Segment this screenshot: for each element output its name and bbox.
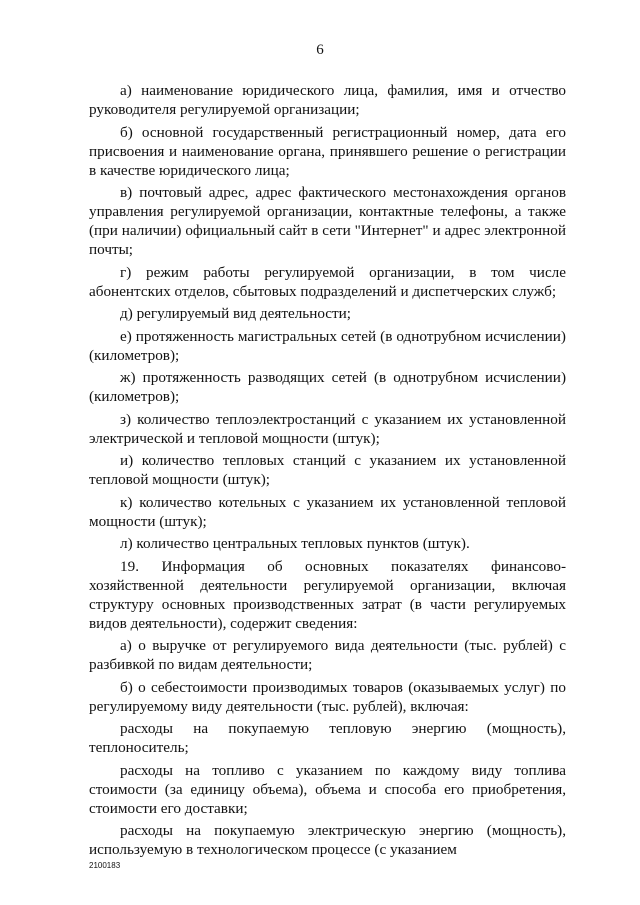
paragraph-fuel-expenses: расходы на топливо с указанием по каждому виду топлива стоимости (за единицу объема), объема и способа его приобретения, стоимости его доставки; xyxy=(89,761,566,817)
footer-document-code: 2100183 xyxy=(89,861,121,870)
paragraph-g-schedule: г) режим работы регулируемой организации, в том числе абонентских отделов, сбытовых подразделений и диспетчерских служб; xyxy=(89,263,566,300)
paragraph-e-main-networks: е) протяженность магистральных сетей (в однотрубном исчислении) (километров); xyxy=(89,327,566,364)
paragraph-a-revenue: а) о выручке от регулируемого вида деятельности (тыс. рублей) с разбивкой по видам деятельности; xyxy=(89,637,566,673)
page-number: 6 xyxy=(316,42,324,58)
paragraph-heat-energy-expenses: расходы на покупаемую тепловую энергию (мощность), теплоноситель; xyxy=(89,720,566,756)
paragraph-k-boiler-houses: к) количество котельных с указанием их установленной тепловой мощности (штук); xyxy=(89,493,566,530)
paragraph-d-activity: д) регулируемый вид деятельности; xyxy=(120,305,352,322)
document-body xyxy=(89,81,566,863)
paragraph-b-cost: б) о себестоимости производимых товаров (оказываемых услуг) по регулируемому виду деятельности (тыс. рублей), включая: xyxy=(89,678,566,715)
paragraph-b-registration: б) основной государственный регистрационный номер, дата его присвоения и наименование органа, принявшего решение о регистрации в качестве юридического лица; xyxy=(89,123,566,179)
paragraph-l-heat-points: л) количество центральных тепловых пунктов (штук). xyxy=(120,535,470,552)
paragraph-a-name: а) наименование юридического лица, фамилия, имя и отчество руководителя регулируемой организации; xyxy=(89,82,566,118)
paragraph-electric-energy-expenses: расходы на покупаемую электрическую энергию (мощность), используемую в технологическом процессе (с указанием xyxy=(89,822,566,858)
paragraph-i-heat-stations: и) количество тепловых станций с указанием их установленной тепловой мощности (штук); xyxy=(89,452,566,488)
paragraph-zh-distribution-networks: ж) протяженность разводящих сетей (в однотрубном исчислении) (километров); xyxy=(89,369,566,405)
paragraph-v-address: в) почтовый адрес, адрес фактического местонахождения органов управления регулируемой организации, контактные телефоны, а также (при наличии) официальный сайт в сети "Интернет" и адрес электронной почты; xyxy=(89,184,566,258)
paragraph-19-financial-info: 19. Информация об основных показателях финансово-хозяйственной деятельности регулируемой организации, включая структуру основных производственных затрат (в части регулируемых видов деятельности), содержит сведения: xyxy=(89,557,566,632)
paragraph-z-power-plants: з) количество теплоэлектростанций с указанием их установленной электрической и тепловой мощности (штук); xyxy=(89,410,566,447)
